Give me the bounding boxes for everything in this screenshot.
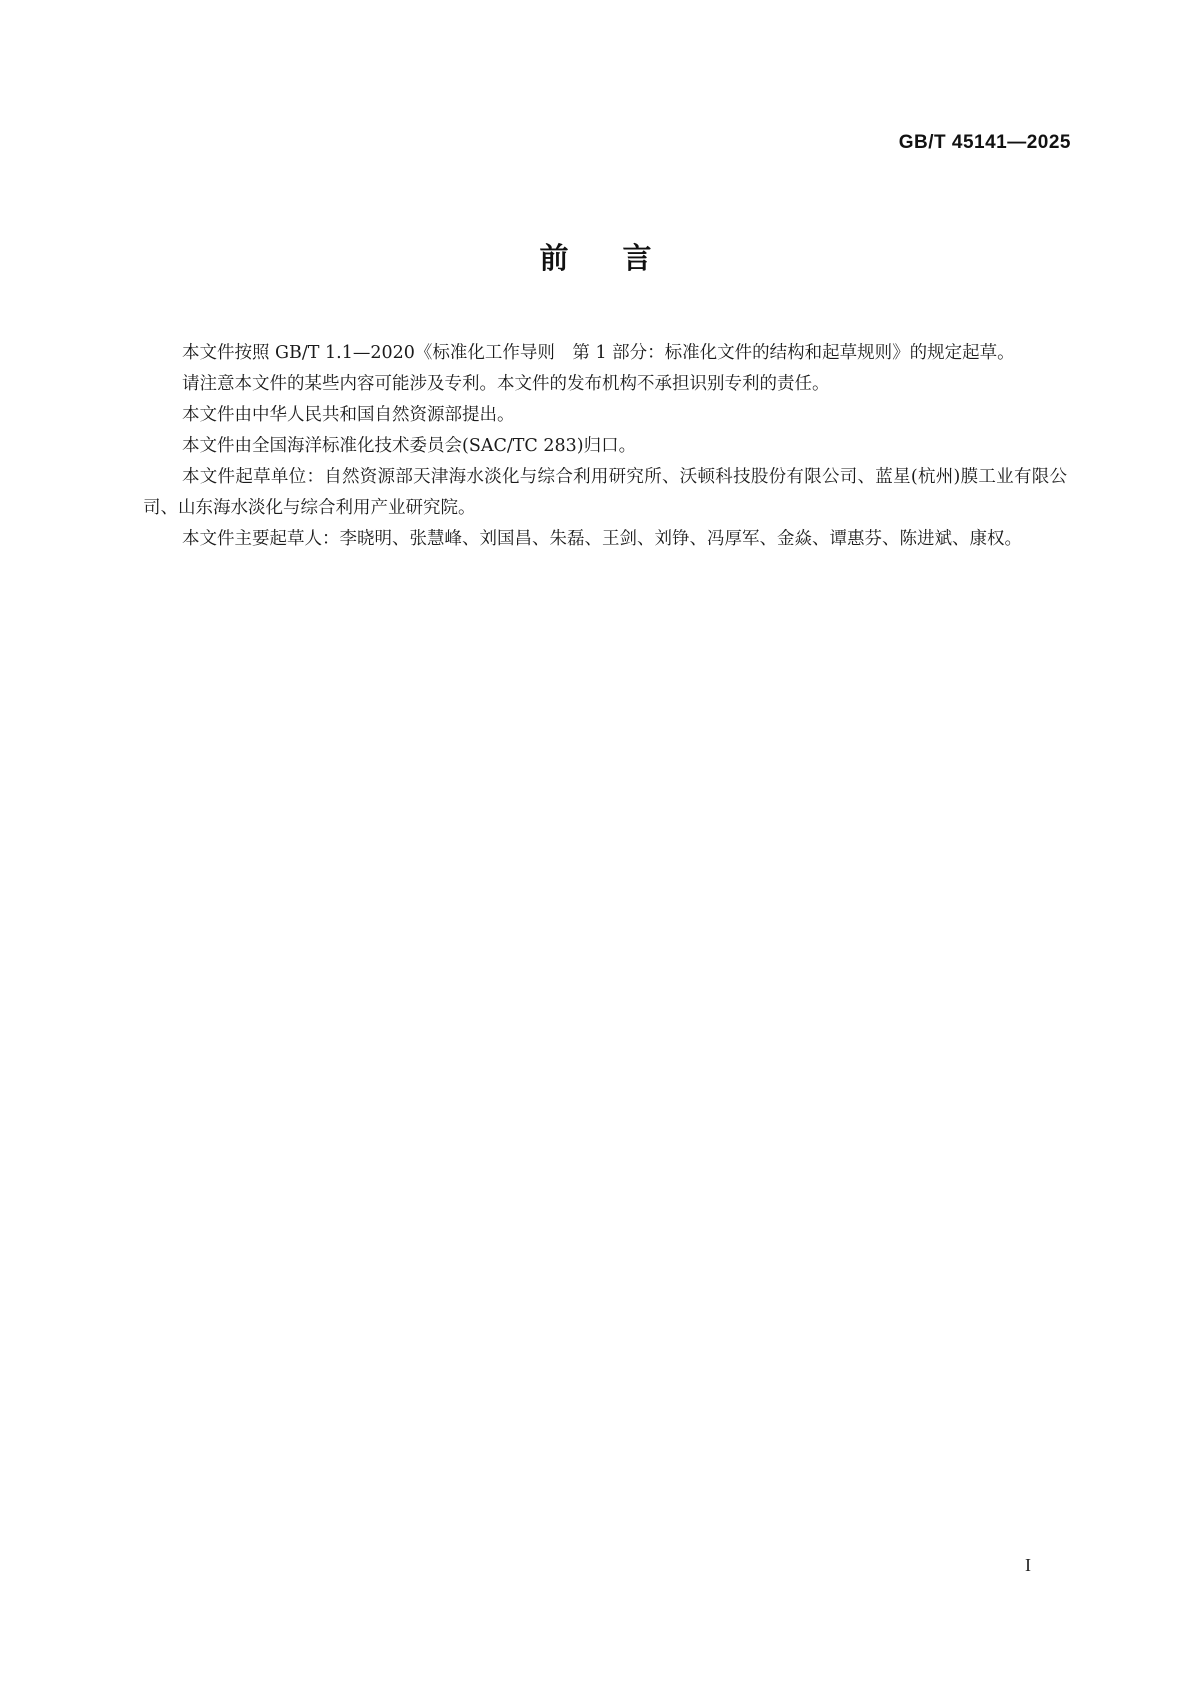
paragraph-centralized-by: 本文件由全国海洋标准化技术委员会(SAC/TC 283)归口。	[182, 436, 637, 456]
page-title: 前言	[539, 241, 706, 275]
paragraph-drafting-rules: 本文件按照 GB/T 1.1—2020《标准化工作导则 第 1 部分：标准化文件的结构和起草规则》的规定起草。	[182, 343, 1015, 363]
paragraph-patent-notice: 请注意本文件的某些内容可能涉及专利。本文件的发布机构不承担识别专利的责任。	[182, 374, 830, 394]
page-number: I	[1025, 1555, 1031, 1575]
paragraph-drafters: 本文件主要起草人：李晓明、张慧峰、刘国昌、朱磊、王剑、刘铮、冯厚军、金焱、谭惠芬、陈进斌、康权。	[182, 529, 1022, 549]
standard-code: GB/T 45141—2025	[898, 132, 1071, 153]
paragraph-proposed-by: 本文件由中华人民共和国自然资源部提出。	[182, 405, 515, 425]
paragraph-drafting-units: 本文件起草单位：自然资源部天津海水淡化与综合利用研究所、沃顿科技股份有限公司、蓝星(杭州)膜工业有限公司、山东海水淡化与综合利用产业研究院。	[143, 467, 1067, 518]
foreword-body	[143, 338, 1067, 555]
